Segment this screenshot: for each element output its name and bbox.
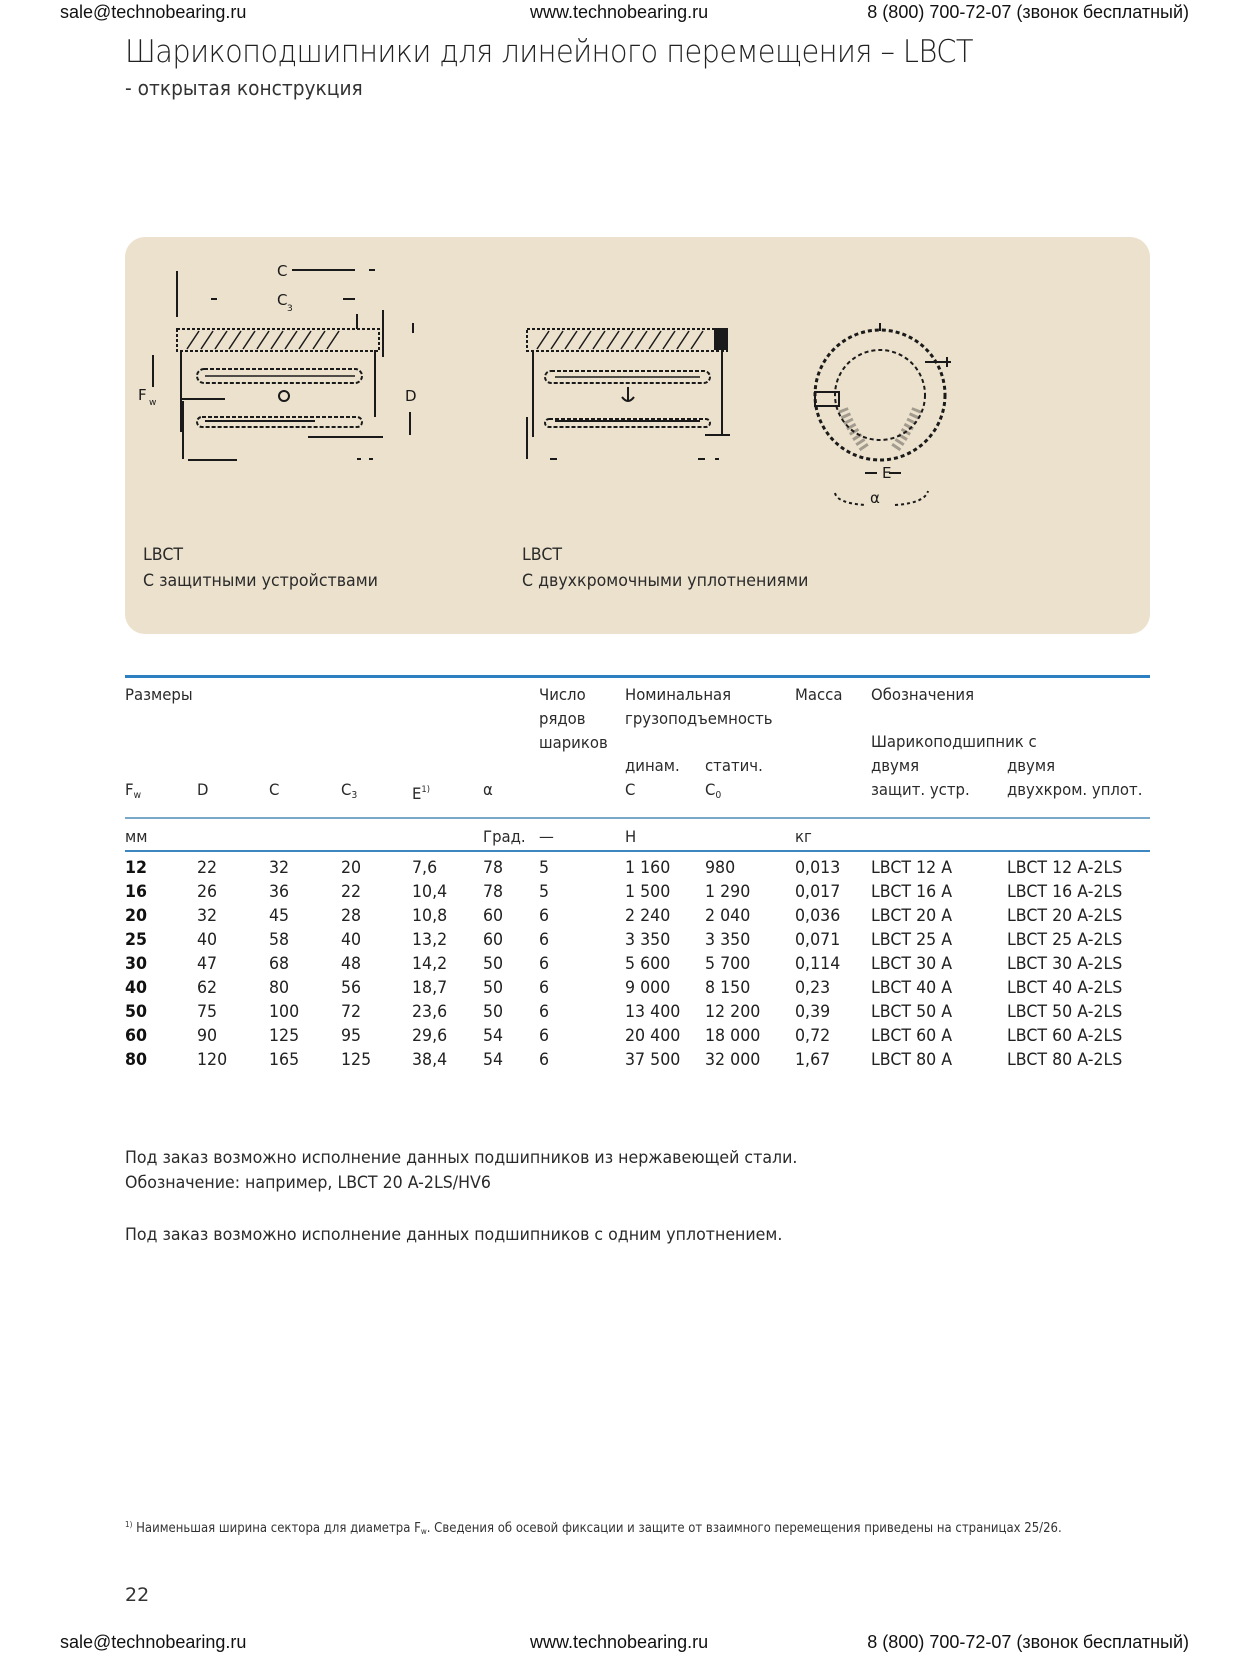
cell-shield: LBCT 25 A	[871, 930, 953, 950]
cell-fw: 25	[125, 930, 148, 950]
cell-c: 45	[269, 906, 290, 926]
header-seal-line1: двумя	[1007, 756, 1056, 775]
cell-e: 29,6	[412, 1026, 448, 1046]
cell-alpha: 78	[483, 882, 504, 902]
cell-seal: LBCT 80 A-2LS	[1007, 1050, 1123, 1070]
header-seal-line2: двухкром. уплот.	[1007, 780, 1143, 799]
header-stat: статич.	[705, 756, 763, 775]
cell-rows: 6	[539, 954, 550, 974]
label-alpha: α	[870, 489, 880, 507]
header-rows-line1: Число	[539, 685, 586, 704]
cell-fw: 60	[125, 1026, 148, 1046]
cell-c-dyn: 1 500	[625, 882, 671, 902]
page-title: Шарикоподшипники для линейного перемещения – LBCT	[125, 34, 973, 70]
cell-mass: 0,017	[795, 882, 841, 902]
unit-deg: Град.	[483, 827, 526, 846]
cell-c0: 8 150	[705, 978, 751, 998]
cell-c-dyn: 1 160	[625, 858, 671, 878]
cell-c3: 22	[341, 882, 362, 902]
cell-mass: 1,67	[795, 1050, 831, 1070]
cell-shield: LBCT 16 A	[871, 882, 953, 902]
cell-fw: 20	[125, 906, 148, 926]
cell-c-dyn: 13 400	[625, 1002, 681, 1022]
cell-rows: 5	[539, 882, 550, 902]
cell-shield: LBCT 50 A	[871, 1002, 953, 1022]
cell-c: 58	[269, 930, 290, 950]
col-C3: $C_3$	[341, 780, 358, 801]
drawing-sealed-bearing	[527, 329, 730, 459]
caption-shielded	[143, 542, 378, 594]
label-Fw: F	[138, 386, 147, 404]
header-dimensions: Размеры	[125, 685, 193, 704]
unit-newton: Н	[625, 827, 637, 846]
footer-website-link[interactable]: www.technobearing.ru	[530, 1632, 709, 1652]
footer-phone[interactable]: 8 (800) 700-72-07 (звонок бесплатный)	[867, 1632, 1189, 1652]
label-Fw-sub: w	[149, 398, 157, 408]
cell-mass: 0,39	[795, 1002, 831, 1022]
cell-fw: 16	[125, 882, 148, 902]
cell-shield: LBCT 60 A	[871, 1026, 953, 1046]
cell-mass: 0,72	[795, 1026, 831, 1046]
cell-c3: 72	[341, 1002, 362, 1022]
header-designations: Обозначения	[871, 685, 975, 704]
cell-alpha: 54	[483, 1026, 504, 1046]
cell-alpha: 50	[483, 954, 504, 974]
header-shield-line2: защит. устр.	[871, 780, 970, 799]
cell-c-dyn: 5 600	[625, 954, 671, 974]
cell-c0: 12 200	[705, 1002, 761, 1022]
cell-c: 80	[269, 978, 290, 998]
cell-alpha: 60	[483, 906, 504, 926]
header-shield-line1: двумя	[871, 756, 920, 775]
cell-d: 62	[197, 978, 218, 998]
header-phone[interactable]: 8 (800) 700-72-07 (звонок бесплатный)	[867, 2, 1189, 22]
cell-seal: LBCT 25 A-2LS	[1007, 930, 1123, 950]
cell-c3: 125	[341, 1050, 372, 1070]
cell-c-dyn: 9 000	[625, 978, 671, 998]
header-rows-line3: шариков	[539, 733, 608, 752]
cell-d: 26	[197, 882, 218, 902]
label-C3: C	[277, 291, 288, 309]
cell-shield: LBCT 80 A	[871, 1050, 953, 1070]
cell-c3: 20	[341, 858, 362, 878]
cell-alpha: 54	[483, 1050, 504, 1070]
page-number: 22	[125, 1584, 150, 1606]
diagram-panel	[125, 237, 1150, 634]
table-header-rule	[125, 817, 1150, 819]
cell-e: 10,8	[412, 906, 448, 926]
cell-rows: 6	[539, 1026, 550, 1046]
cell-rows: 5	[539, 858, 550, 878]
cell-fw: 12	[125, 858, 148, 878]
cell-seal: LBCT 40 A-2LS	[1007, 978, 1123, 998]
cell-e: 18,7	[412, 978, 448, 998]
cell-seal: LBCT 20 A-2LS	[1007, 906, 1123, 926]
cell-alpha: 78	[483, 858, 504, 878]
cell-c3: 40	[341, 930, 362, 950]
cell-fw: 50	[125, 1002, 148, 1022]
cell-e: 7,6	[412, 858, 438, 878]
cell-seal: LBCT 12 A-2LS	[1007, 858, 1123, 878]
footnote-marker: 1)	[125, 1520, 133, 1529]
cell-rows: 6	[539, 1002, 550, 1022]
cell-e: 10,4	[412, 882, 448, 902]
header-website-link[interactable]: www.technobearing.ru	[530, 2, 709, 22]
cell-d: 22	[197, 858, 218, 878]
cell-c: 165	[269, 1050, 300, 1070]
cell-c0: 3 350	[705, 930, 751, 950]
cell-shield: LBCT 20 A	[871, 906, 953, 926]
cell-alpha: 50	[483, 1002, 504, 1022]
cell-d: 90	[197, 1026, 218, 1046]
col-Fw: $F_w$	[125, 780, 142, 801]
cell-mass: 0,23	[795, 978, 831, 998]
col-alpha: α	[483, 780, 493, 799]
cell-c0: 32 000	[705, 1050, 761, 1070]
cell-seal: LBCT 16 A-2LS	[1007, 882, 1123, 902]
cell-d: 40	[197, 930, 218, 950]
cell-c: 100	[269, 1002, 300, 1022]
cell-rows: 6	[539, 906, 550, 926]
cell-c: 36	[269, 882, 290, 902]
note-single-seal: Под заказ возможно исполнение данных подшипников с одним уплотнением.	[125, 1225, 783, 1245]
label-C: C	[277, 262, 288, 280]
cell-d: 120	[197, 1050, 228, 1070]
cell-seal: LBCT 50 A-2LS	[1007, 1002, 1123, 1022]
header-load-line1: Номинальная	[625, 685, 732, 704]
cell-seal: LBCT 60 A-2LS	[1007, 1026, 1123, 1046]
note-designation-example: Обозначение: например, LBCT 20 A-2LS/HV6	[125, 1173, 491, 1193]
table-top-rule	[125, 675, 1150, 678]
cell-e: 38,4	[412, 1050, 448, 1070]
cell-c0: 2 040	[705, 906, 751, 926]
cell-d: 75	[197, 1002, 218, 1022]
cell-c: 32	[269, 858, 290, 878]
cell-c: 125	[269, 1026, 300, 1046]
cell-d: 47	[197, 954, 218, 974]
header-rows-line2: рядов	[539, 709, 586, 728]
cell-alpha: 60	[483, 930, 504, 950]
cell-e: 13,2	[412, 930, 448, 950]
notes	[125, 1146, 797, 1248]
cell-fw: 80	[125, 1050, 148, 1070]
col-E: $E^{1)}$	[412, 784, 431, 803]
note-stainless: Под заказ возможно исполнение данных подшипников из нержавеющей стали.	[125, 1148, 798, 1168]
cell-mass: 0,114	[795, 954, 841, 974]
cell-seal: LBCT 30 A-2LS	[1007, 954, 1123, 974]
footer-email-link[interactable]: sale@technobearing.ru	[60, 1632, 247, 1652]
unit-mm: мм	[125, 827, 148, 846]
cell-c0: 980	[705, 858, 736, 878]
page-subtitle: - открытая конструкция	[125, 76, 363, 100]
cell-d: 32	[197, 906, 218, 926]
cell-rows: 6	[539, 930, 550, 950]
header-mass: Масса	[795, 685, 843, 704]
header-load-line2: грузоподъемность	[625, 709, 773, 728]
caption-shielded-description: С защитными устройствами	[143, 571, 378, 591]
col-C-dyn: C	[625, 780, 636, 799]
footer-contact-bar	[0, 1632, 1241, 1660]
cell-mass: 0,071	[795, 930, 841, 950]
cell-shield: LBCT 40 A	[871, 978, 953, 998]
caption-sealed-description: С двухкромочными уплотнениями	[522, 571, 809, 591]
cell-fw: 30	[125, 954, 148, 974]
cell-alpha: 50	[483, 978, 504, 998]
label-D: D	[405, 387, 417, 405]
cell-c3: 28	[341, 906, 362, 926]
caption-sealed	[522, 542, 808, 594]
cell-shield: LBCT 12 A	[871, 858, 953, 878]
cell-shield: LBCT 30 A	[871, 954, 953, 974]
cell-e: 14,2	[412, 954, 448, 974]
cell-rows: 6	[539, 1050, 550, 1070]
caption-sealed-model: LBCT	[522, 545, 563, 565]
label-C3-sub: 3	[287, 304, 293, 314]
header-bearing-with: Шарикоподшипник с	[871, 732, 1037, 751]
cell-fw: 40	[125, 978, 148, 998]
cell-c0: 5 700	[705, 954, 751, 974]
cell-mass: 0,036	[795, 906, 841, 926]
table-units-rule	[125, 850, 1150, 852]
cell-c-dyn: 3 350	[625, 930, 671, 950]
header-contact-bar	[0, 2, 1241, 30]
cell-rows: 6	[539, 978, 550, 998]
footnote-text-after: . Сведения об осевой фиксации и защите от взаимного перемещения приведены на страницах 25/26.	[426, 1521, 1062, 1536]
label-E: E	[882, 464, 892, 482]
cell-c-dyn: 20 400	[625, 1026, 681, 1046]
cell-c-dyn: 2 240	[625, 906, 671, 926]
col-C0: $C_0$	[705, 780, 722, 801]
unit-kg: кг	[795, 827, 812, 846]
cell-e: 23,6	[412, 1002, 448, 1022]
cell-c-dyn: 37 500	[625, 1050, 681, 1070]
footnote-text-before: Наименьшая ширина сектора для диаметра F	[136, 1521, 421, 1536]
footnote-sub: w	[420, 1527, 427, 1536]
drawing-labels	[138, 262, 891, 507]
cell-c3: 95	[341, 1026, 362, 1046]
col-D: D	[197, 780, 209, 799]
cell-c0: 1 290	[705, 882, 751, 902]
footnote	[125, 1520, 1062, 1536]
cell-c3: 48	[341, 954, 362, 974]
header-dyn: динам.	[625, 756, 680, 775]
cell-c: 68	[269, 954, 290, 974]
cell-c0: 18 000	[705, 1026, 761, 1046]
caption-shielded-model: LBCT	[143, 545, 184, 565]
col-C: C	[269, 780, 280, 799]
cell-c3: 56	[341, 978, 362, 998]
cell-mass: 0,013	[795, 858, 841, 878]
unit-dash: —	[539, 827, 554, 846]
header-email-link[interactable]: sale@technobearing.ru	[60, 2, 247, 22]
